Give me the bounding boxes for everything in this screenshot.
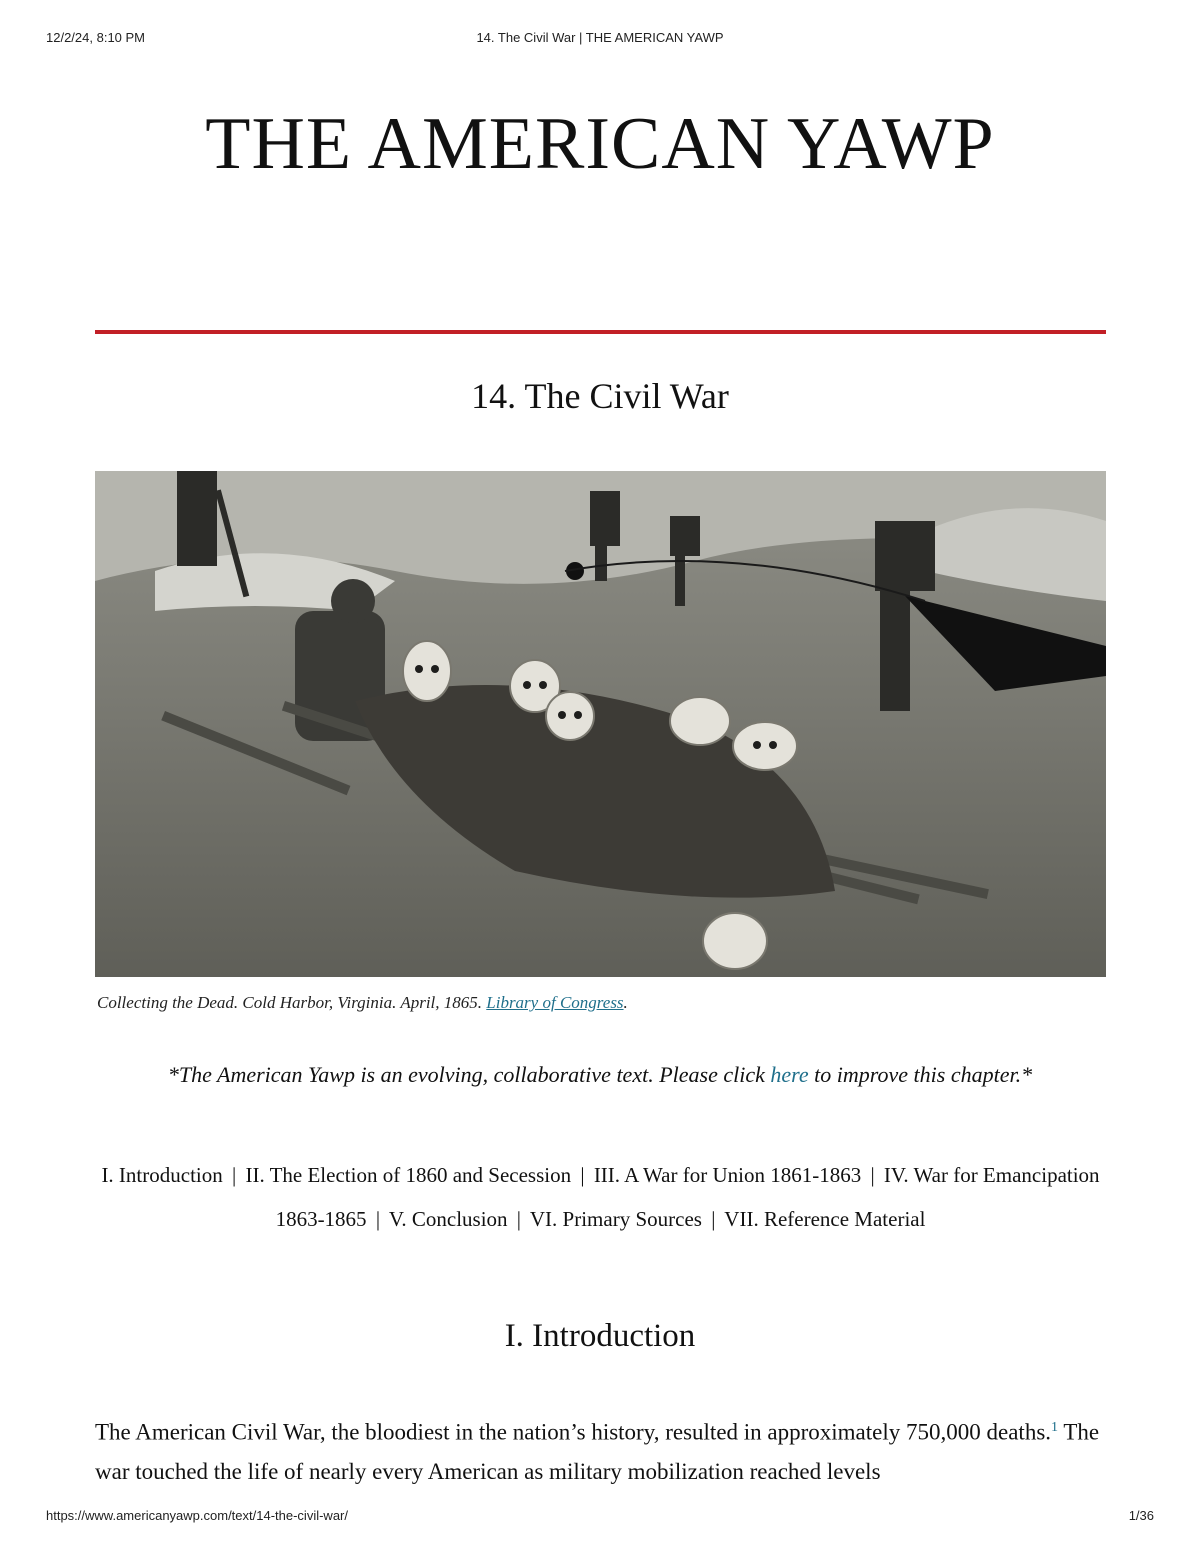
toc-item-introduction[interactable]: I. Introduction [101, 1163, 223, 1187]
title-divider [95, 330, 1106, 334]
toc-item-conclusion[interactable]: V. Conclusion [388, 1207, 508, 1231]
para-part2: The war touched the life of nearly every American as military mobilization reached levels [95, 1419, 1100, 1484]
toc-item-primary-sources[interactable]: VI. Primary Sources [529, 1207, 702, 1231]
toc-separator: | [711, 1207, 716, 1231]
toc-item-reference-material[interactable]: VII. Reference Material [724, 1207, 926, 1231]
toc-separator: | [232, 1163, 237, 1187]
print-datetime: 12/2/24, 8:10 PM [46, 30, 146, 45]
caption-source-link[interactable]: Library of Congress [486, 993, 624, 1012]
toc-separator: | [516, 1207, 522, 1231]
collaborative-notice [0, 1062, 1200, 1088]
toc-item-war-for-union[interactable]: III. A War for Union 1861-1863 [593, 1163, 862, 1187]
para-part1: The American Civil War, the bloodiest in the nation’s history, resulted in approximately 750,000 deaths. [95, 1419, 1052, 1445]
chapter-toc [95, 1153, 1106, 1241]
toc-separator: | [870, 1163, 875, 1187]
intro-paragraph [95, 1408, 1106, 1494]
print-footer [0, 1508, 1200, 1528]
caption-end: . [623, 993, 628, 1012]
footnote-link[interactable]: 1 [1051, 1420, 1059, 1435]
toc-item-war-for-emancipation[interactable]: IV. War for Emancipation 1863-1865 [275, 1163, 1100, 1231]
chapter-photo [95, 471, 1106, 977]
improve-chapter-link[interactable]: here [770, 1062, 809, 1087]
print-url: https://www.americanyawp.com/text/14-the-civil-war/ [46, 1508, 348, 1523]
toc-item-election-1860[interactable]: II. The Election of 1860 and Secession [245, 1163, 572, 1187]
print-header [0, 30, 1200, 50]
photo-illustration [95, 471, 1106, 977]
toc-separator: | [580, 1163, 585, 1187]
chapter-title: 14. The Civil War [471, 376, 729, 416]
print-page-title: 14. The Civil War | THE AMERICAN YAWP [476, 30, 724, 45]
caption-text: Collecting the Dead. Cold Harbor, Virginia. April, 1865. [97, 993, 487, 1012]
photo-caption [97, 993, 1097, 1013]
notice-after: to improve this chapter.* [808, 1062, 1033, 1087]
toc-separator: | [375, 1207, 381, 1231]
section-heading: I. Introduction [504, 1318, 696, 1354]
print-page-number: 1/36 [1128, 1508, 1154, 1523]
notice-before: *The American Yawp is an evolving, collaborative text. Please click [167, 1062, 771, 1087]
site-title[interactable]: THE AMERICAN YAWP [205, 103, 995, 185]
